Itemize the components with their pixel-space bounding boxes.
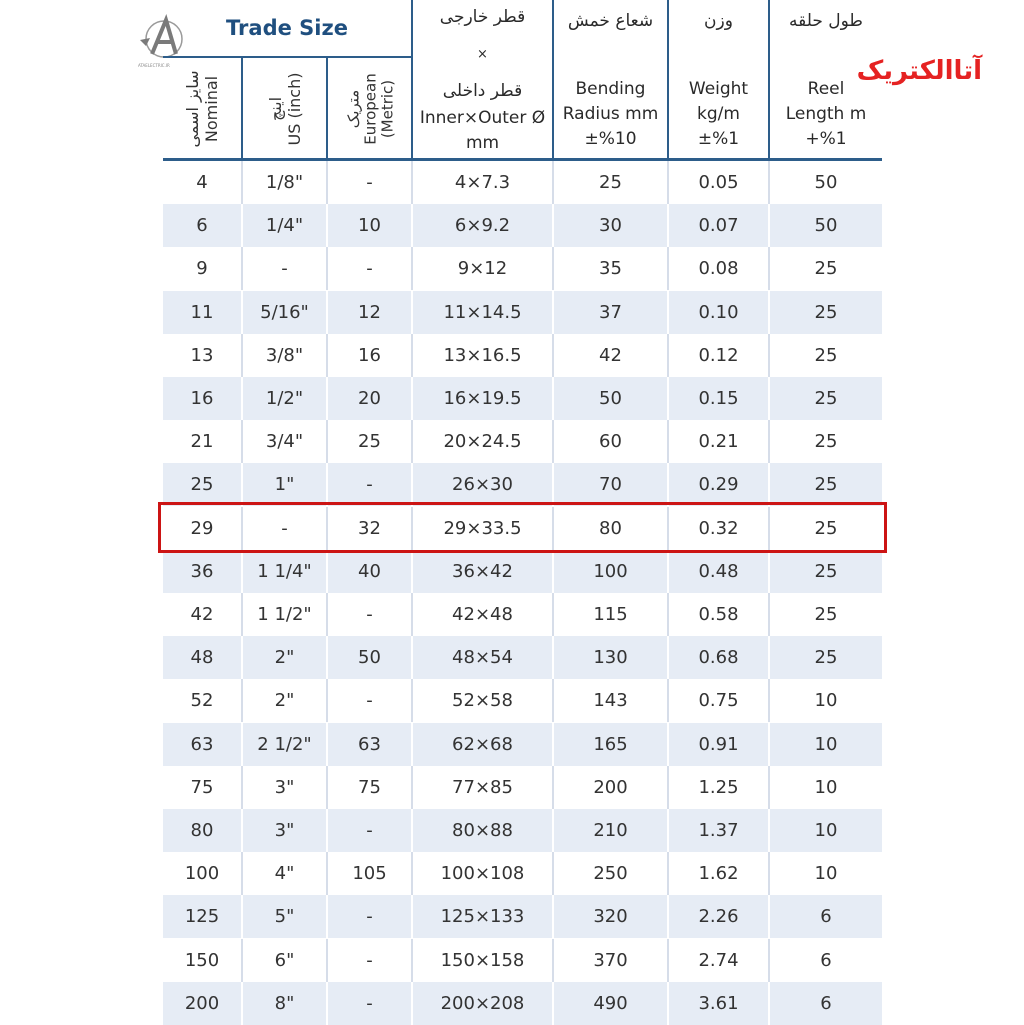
bending-header-tol: ±%10 <box>584 129 637 149</box>
cell-us: - <box>243 247 328 290</box>
cell-dims: 26×30 <box>413 463 554 506</box>
cell-weight: 1.62 <box>669 852 770 895</box>
cell-nominal: 52 <box>163 679 243 722</box>
table-row <box>163 852 882 895</box>
cell-weight: 1.25 <box>669 766 770 809</box>
cell-bending: 490 <box>554 982 669 1025</box>
cell-bending: 80 <box>554 507 669 550</box>
cell-nominal: 29 <box>163 507 243 550</box>
cell-reel: 50 <box>814 172 838 193</box>
cell-nominal: 11 <box>163 291 243 334</box>
reel-header <box>770 0 882 160</box>
cell-bending: 37 <box>554 291 669 334</box>
cell-dims: 20×24.5 <box>413 420 554 463</box>
weight-header-unit: kg/m <box>697 104 740 124</box>
cell-reel: 25 <box>814 431 838 453</box>
weight-header-fa: وزن <box>704 11 733 31</box>
weight-header-en: Weight <box>688 79 749 99</box>
cell-dims: 9×12 <box>413 247 554 290</box>
cell-bending: 370 <box>554 939 669 982</box>
european-header <box>328 58 413 160</box>
cell-weight: 0.29 <box>669 463 770 506</box>
table-row <box>163 161 882 204</box>
cell-dims: 77×85 <box>413 766 554 809</box>
cell-european: 105 <box>328 852 413 895</box>
cell-european: - <box>328 809 413 852</box>
cell-nominal: 48 <box>163 636 243 679</box>
cell-bending: 30 <box>554 204 669 247</box>
cell-reel: 10 <box>814 776 838 798</box>
cell-us: 3/8" <box>243 334 328 377</box>
cell-weight: 0.05 <box>669 161 770 204</box>
cell-us: 1 1/4" <box>243 550 328 593</box>
cell-reel: 10 <box>814 820 838 841</box>
cell-european: - <box>328 982 413 1025</box>
cell-reel: 50 <box>814 215 838 237</box>
cell-european: 40 <box>328 550 413 593</box>
dimension-header-fa2: قطر داخلی <box>442 81 523 101</box>
table-row <box>163 723 882 766</box>
bending-header <box>554 0 669 160</box>
cell-reel: 6 <box>820 906 832 928</box>
cell-weight: 2.74 <box>669 939 770 982</box>
cell-dims: 36×42 <box>413 550 554 593</box>
cell-bending: 210 <box>554 809 669 852</box>
cell-us: 2 1/2" <box>243 723 328 766</box>
cell-nominal: 100 <box>163 852 243 895</box>
nominal-header <box>163 58 243 160</box>
cell-us: 3" <box>243 766 328 809</box>
table-row <box>163 420 882 463</box>
cell-weight: 1.37 <box>669 809 770 852</box>
cell-european: - <box>328 463 413 506</box>
cell-weight: 0.58 <box>669 593 770 636</box>
cell-european: - <box>328 939 413 982</box>
table-row <box>163 895 882 938</box>
table-row <box>163 291 882 334</box>
cell-reel: 25 <box>814 604 838 625</box>
cell-european: 12 <box>328 291 413 334</box>
cell-bending: 165 <box>554 723 669 766</box>
cell-dims: 200×208 <box>413 982 554 1025</box>
cell-reel: 25 <box>814 474 838 496</box>
cell-reel: 25 <box>814 301 838 323</box>
us-inch-header-label: اینچ US (inch) <box>265 72 304 146</box>
cell-dims: 52×58 <box>413 679 554 722</box>
nominal-header-label: سایز اسمی Nominal <box>183 70 221 148</box>
cell-nominal: 13 <box>163 334 243 377</box>
dimension-header-unit: mm <box>465 133 500 153</box>
cell-us: 3/4" <box>243 420 328 463</box>
logo-left-caption: ATAELECTRIC.IR <box>138 63 170 68</box>
cell-nominal: 36 <box>163 550 243 593</box>
cell-european: 10 <box>328 204 413 247</box>
trade-size-header-group <box>163 0 413 160</box>
cell-us: 6" <box>243 939 328 982</box>
cell-dims: 100×108 <box>413 852 554 895</box>
reel-header-en2: Length m <box>785 104 867 124</box>
table-row <box>163 679 882 722</box>
cell-nominal: 6 <box>163 204 243 247</box>
cell-weight: 0.75 <box>669 679 770 722</box>
table-row <box>163 593 882 636</box>
cell-us: 5" <box>243 895 328 938</box>
dimension-header-en: Inner×Outer Ø <box>419 108 546 128</box>
ata-electric-logo <box>856 50 982 96</box>
cell-nominal: 9 <box>163 247 243 290</box>
cell-bending: 143 <box>554 679 669 722</box>
cell-bending: 130 <box>554 636 669 679</box>
highlighted-row-frame <box>158 502 887 553</box>
cell-us: 2" <box>243 679 328 722</box>
bending-header-en2: Radius mm <box>562 104 659 124</box>
table-row <box>163 204 882 247</box>
cell-weight: 0.07 <box>669 204 770 247</box>
cell-reel: 25 <box>814 388 838 409</box>
bending-header-en: Bending <box>575 79 646 99</box>
cell-european: 50 <box>328 636 413 679</box>
reel-header-en: Reel <box>807 79 845 99</box>
cell-reel: 6 <box>820 992 832 1014</box>
cell-reel: 10 <box>814 863 838 885</box>
table-row <box>163 939 882 982</box>
cell-dims: 11×14.5 <box>413 291 554 334</box>
cell-bending: 42 <box>554 334 669 377</box>
table-row <box>163 334 882 377</box>
cell-bending: 320 <box>554 895 669 938</box>
cell-us: 1/8" <box>243 161 328 204</box>
cell-bending: 100 <box>554 550 669 593</box>
cell-nominal: 4 <box>163 161 243 204</box>
reel-header-fa: طول حلقه <box>789 11 863 31</box>
cell-reel: 25 <box>814 517 838 539</box>
cell-reel: 10 <box>814 733 838 755</box>
cell-european: - <box>328 895 413 938</box>
cell-bending: 35 <box>554 247 669 290</box>
cell-weight: 0.91 <box>669 723 770 766</box>
table-row <box>163 809 882 852</box>
cell-european: 63 <box>328 723 413 766</box>
cell-weight: 0.48 <box>669 550 770 593</box>
cell-weight: 0.15 <box>669 377 770 420</box>
cell-dims: 13×16.5 <box>413 334 554 377</box>
cell-dims: 48×54 <box>413 636 554 679</box>
cell-us: 1/4" <box>243 204 328 247</box>
cell-bending: 115 <box>554 593 669 636</box>
cell-us: 5/16" <box>243 291 328 334</box>
cell-us: - <box>243 507 328 550</box>
cell-nominal: 25 <box>163 463 243 506</box>
cell-european: - <box>328 679 413 722</box>
cell-bending: 60 <box>554 420 669 463</box>
table-row <box>163 766 882 809</box>
cell-european: - <box>328 161 413 204</box>
cell-dims: 42×48 <box>413 593 554 636</box>
cell-nominal: 75 <box>163 766 243 809</box>
cell-reel: 25 <box>814 560 838 582</box>
cell-european: 16 <box>328 334 413 377</box>
cell-nominal: 80 <box>163 809 243 852</box>
weight-header-tol: ±%1 <box>697 129 740 149</box>
cell-european: 25 <box>328 420 413 463</box>
cell-us: 8" <box>243 982 328 1025</box>
cell-dims: 6×9.2 <box>413 204 554 247</box>
cell-dims: 16×19.5 <box>413 377 554 420</box>
cell-european: 20 <box>328 377 413 420</box>
cell-dims: 62×68 <box>413 723 554 766</box>
dimension-header-x: × <box>477 47 488 62</box>
dimension-header <box>413 0 554 160</box>
cell-bending: 25 <box>554 161 669 204</box>
cell-bending: 70 <box>554 463 669 506</box>
cell-weight: 0.12 <box>669 334 770 377</box>
cell-european: 75 <box>328 766 413 809</box>
cell-dims: 80×88 <box>413 809 554 852</box>
cell-weight: 0.32 <box>669 507 770 550</box>
cell-bending: 200 <box>554 766 669 809</box>
cell-us: 4" <box>243 852 328 895</box>
dimension-header-fa: قطر خارجی <box>439 7 526 27</box>
cell-reel: 25 <box>814 258 838 280</box>
bending-header-fa: شعاع خمش <box>567 11 654 31</box>
reel-header-tol: +%1 <box>805 129 847 149</box>
cell-nominal: 16 <box>163 377 243 420</box>
cell-nominal: 150 <box>163 939 243 982</box>
table-row <box>163 377 882 420</box>
cell-us: 3" <box>243 809 328 852</box>
cell-weight: 0.10 <box>669 291 770 334</box>
cell-nominal: 21 <box>163 420 243 463</box>
cell-us: 1/2" <box>243 377 328 420</box>
us-inch-header <box>243 58 328 160</box>
cell-european: - <box>328 247 413 290</box>
cell-weight: 0.08 <box>669 247 770 290</box>
cell-bending: 50 <box>554 377 669 420</box>
cell-reel: 6 <box>820 949 832 971</box>
table-row <box>163 247 882 290</box>
cell-us: 1 1/2" <box>243 593 328 636</box>
european-header-label: متریک European (Metric) <box>344 73 396 145</box>
cell-nominal: 125 <box>163 895 243 938</box>
cell-nominal: 42 <box>163 593 243 636</box>
cell-reel: 10 <box>814 690 838 712</box>
trade-size-header: Trade Size <box>163 0 413 58</box>
cell-nominal: 200 <box>163 982 243 1025</box>
table-row <box>163 636 882 679</box>
table-row <box>163 982 882 1025</box>
cell-weight: 0.68 <box>669 636 770 679</box>
cell-bending: 250 <box>554 852 669 895</box>
cell-dims: 150×158 <box>413 939 554 982</box>
table-row <box>163 463 882 506</box>
cell-dims: 4×7.3 <box>413 161 554 204</box>
cell-dims: 29×33.5 <box>413 507 554 550</box>
cell-weight: 3.61 <box>669 982 770 1025</box>
weight-header <box>669 0 770 160</box>
cell-weight: 2.26 <box>669 895 770 938</box>
table-row <box>163 550 882 593</box>
cell-us: 2" <box>243 636 328 679</box>
cell-reel: 25 <box>814 647 838 669</box>
cell-weight: 0.21 <box>669 420 770 463</box>
cell-us: 1" <box>243 463 328 506</box>
ata-electric-wordmark: آتاالکتریک <box>856 56 982 86</box>
cell-dims: 125×133 <box>413 895 554 938</box>
cell-european: 32 <box>328 507 413 550</box>
cell-european: - <box>328 593 413 636</box>
cell-nominal: 63 <box>163 723 243 766</box>
cell-reel: 25 <box>814 344 838 366</box>
